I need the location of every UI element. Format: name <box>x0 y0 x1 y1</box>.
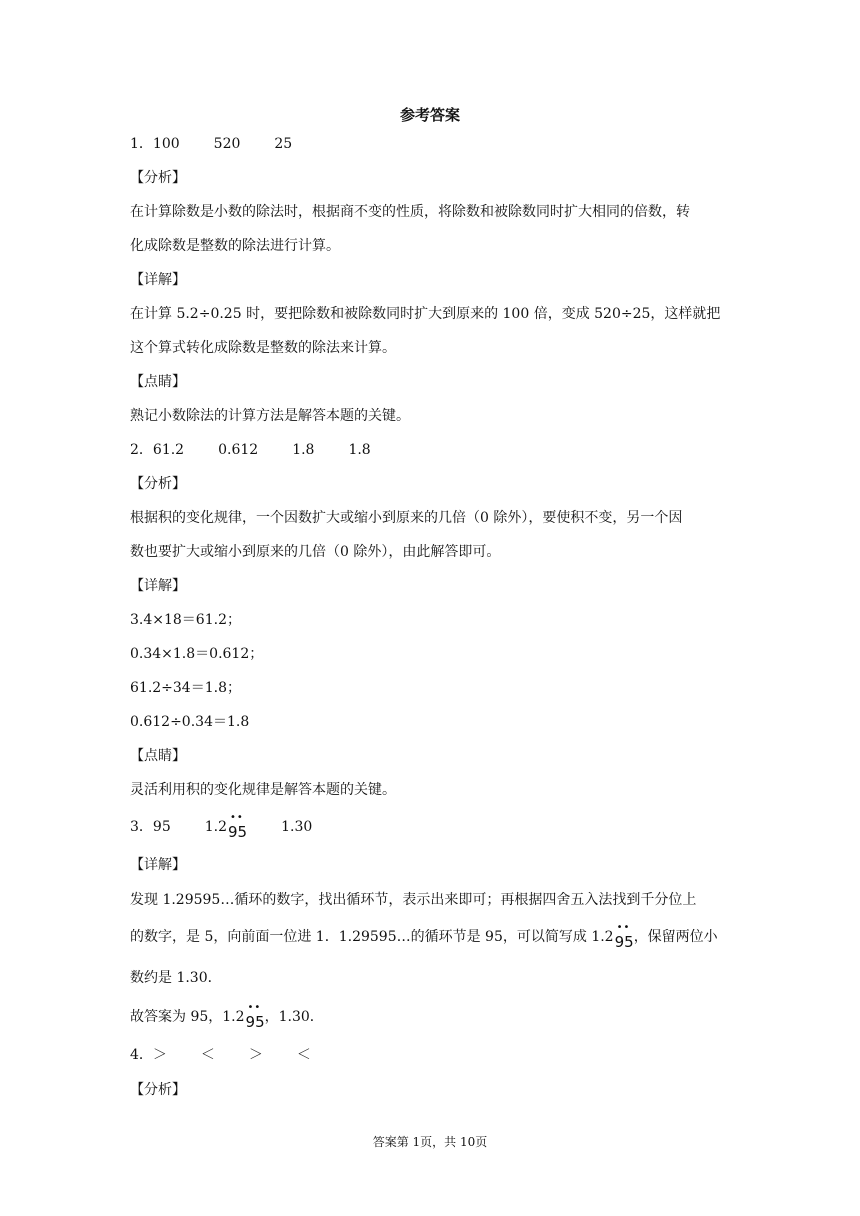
q3-answer-1: 95 <box>152 819 171 835</box>
q3-detail-line-2 <box>130 922 730 952</box>
q2-analysis-line-1: 根据积的变化规律，一个因数扩大或缩小到原来的几倍（0 除外），要使积不变，另一个因 <box>130 510 683 526</box>
q2-point-line: 灵活利用积的变化规律是解答本题的关键。 <box>130 782 396 798</box>
q2-answer-4: 1.8 <box>348 442 371 458</box>
q2-equation-2: 0.34×1.8＝0.612； <box>130 646 264 662</box>
q3-repeating-decimal <box>228 812 248 842</box>
q3-summary-end: ，1.30． <box>264 1009 324 1025</box>
q1-answer-1: 100 <box>152 136 180 152</box>
q1-number: 1． <box>130 136 153 152</box>
repeat-dots: •• <box>230 812 244 823</box>
repeating-digits: 95 <box>245 1013 265 1031</box>
q1-analysis-line-2: 化成除数是整数的除法进行计算。 <box>130 238 340 254</box>
q1-answer-2: 520 <box>213 136 241 152</box>
q1-detail-line-1: 在计算 5.2÷0.25 时，要把除数和被除数同时扩大到原来的 100 倍，变成 520÷25，这样就把 <box>130 306 721 322</box>
page-title: 参考答案 <box>399 106 460 124</box>
q2-number: 2． <box>130 442 153 458</box>
q4-number: 4． <box>130 1047 153 1063</box>
q2-equation-1: 3.4×18＝61.2； <box>130 612 241 628</box>
page-footer: 答案第 1页，共 10页 <box>372 1135 488 1149</box>
q4-answer-4: ＜ <box>296 1047 311 1063</box>
q3-detail-line-3: 数约是 1.30． <box>130 970 222 986</box>
q1-detail-line-2: 这个算式转化成除数是整数的除法来计算。 <box>130 340 396 356</box>
q3-detail-line-2-end: ，保留两位小 <box>633 929 718 945</box>
q3-detail-line-1: 发现 1.29595…循环的数字，找出循环节，表示出来即可；再根据四舍五入法找到千分位上 <box>130 892 697 908</box>
q3-answer-summary <box>130 1002 730 1032</box>
q1-point-line: 熟记小数除法的计算方法是解答本题的关键。 <box>130 408 410 424</box>
q3-answer-line <box>130 812 730 842</box>
q3-summary-start: 故答案为 95，1.2 <box>130 1009 245 1025</box>
q1-analysis-tag: 【分析】 <box>130 170 186 186</box>
q2-equation-3: 61.2÷34＝1.8； <box>130 680 241 696</box>
q2-analysis-line-2: 数也要扩大或缩小到原来的几倍（0 除外），由此解答即可。 <box>130 544 501 560</box>
q2-answer-line <box>130 440 730 460</box>
repeat-dots: •• <box>247 1002 262 1013</box>
q3-repeating-decimal-summary <box>245 1002 265 1032</box>
repeat-dots: •• <box>616 922 631 933</box>
q3-repeating-decimal-inline <box>614 922 634 952</box>
q3-number: 3． <box>130 819 153 835</box>
q4-analysis-tag: 【分析】 <box>130 1082 186 1098</box>
q2-answer-1: 61.2 <box>152 442 185 458</box>
q1-answer-3: 25 <box>274 136 293 152</box>
q4-answer-1: ＞ <box>152 1047 167 1063</box>
q4-answer-3: ＞ <box>248 1047 263 1063</box>
q2-equation-4: 0.612÷0.34＝1.8 <box>130 714 250 730</box>
q3-answer-2-prefix: 1.2 <box>204 819 228 835</box>
q3-detail-line-2-start: 的数字，是 5，向前面一位进 1．1.29595…的循环节是 95，可以简写成 1.2 <box>130 929 614 945</box>
q1-point-tag: 【点睛】 <box>130 374 186 390</box>
repeating-digits: 95 <box>614 933 634 951</box>
q1-analysis-line-1: 在计算除数是小数的除法时，根据商不变的性质，将除数和被除数同时扩大相同的倍数，转 <box>130 204 690 220</box>
q2-answer-2: 0.612 <box>218 442 259 458</box>
q3-answer-3: 1.30 <box>281 819 313 835</box>
q2-analysis-tag: 【分析】 <box>130 476 186 492</box>
q2-answer-3: 1.8 <box>292 442 315 458</box>
q1-answer-line <box>130 134 730 154</box>
q2-detail-tag: 【详解】 <box>130 578 186 594</box>
q1-detail-tag: 【详解】 <box>130 272 186 288</box>
q2-point-tag: 【点睛】 <box>130 748 186 764</box>
q4-answer-line <box>130 1045 730 1065</box>
q4-answer-2: ＜ <box>200 1047 215 1063</box>
q3-detail-tag: 【详解】 <box>130 857 186 873</box>
repeating-digits: 95 <box>228 823 248 841</box>
